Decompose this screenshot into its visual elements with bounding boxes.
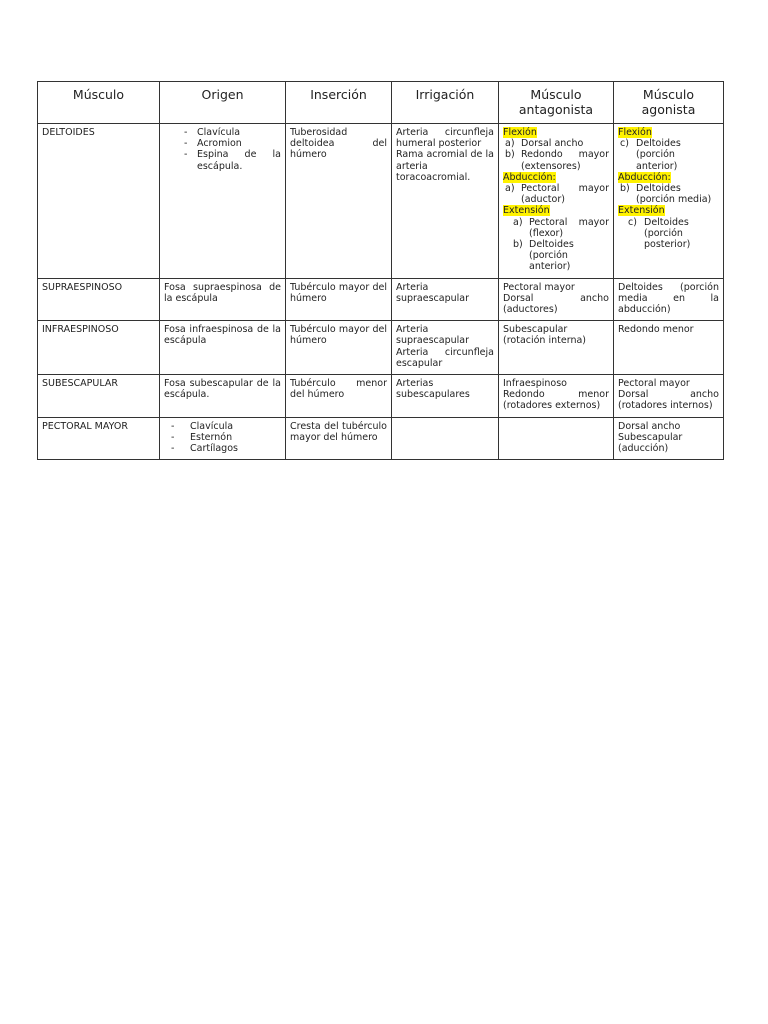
list-item	[618, 183, 719, 205]
antagonist-abduccion-list	[503, 183, 609, 205]
irrigation-cell	[392, 417, 499, 460]
agonist-line: Subescapular (aducción)	[618, 431, 683, 455]
list-item: - Esternón	[164, 432, 281, 443]
header-irrigacion: Irrigación	[392, 82, 499, 124]
origin-cell: Fosa subescapular de la escápula.	[160, 375, 286, 418]
agonist-cell: Deltoides (porción media en la abducción)	[614, 278, 724, 321]
list-item: - Espina de la escápula.	[164, 149, 281, 171]
list-item	[503, 138, 609, 149]
list-item	[503, 217, 609, 239]
agonist-flexion-list	[618, 138, 719, 172]
list-item-text: Deltoides (porción anterior)	[529, 239, 574, 273]
table-row-supraespinoso	[38, 278, 724, 321]
insertion-cell: Tuberosidad deltoidea del húmero	[286, 124, 392, 279]
table-row-subescapular	[38, 375, 724, 418]
insertion-cell: Tubérculo mayor del húmero	[286, 321, 392, 375]
list-item	[503, 183, 609, 205]
list-item: - Acromion	[164, 138, 281, 149]
muscle-name: SUBESCAPULAR	[38, 375, 160, 418]
antagonist-flexion-list	[503, 138, 609, 172]
list-item-text: Deltoides (porción anterior)	[636, 138, 681, 172]
irrigation-line: Arteria circunfleja escapular	[396, 346, 494, 369]
antagonist-cell	[499, 417, 614, 460]
muscle-table	[37, 81, 724, 460]
origin-cell: Fosa supraespinosa de la escápula	[160, 278, 286, 321]
list-item-text: Redondo mayor (extensores)	[521, 149, 609, 172]
antagonist-cell: Subescapular (rotación interna)	[499, 321, 614, 375]
irrigation-cell	[392, 124, 499, 279]
list-item	[503, 239, 609, 273]
list-item	[618, 138, 719, 172]
list-item-text: Pectoral mayor (flexor)	[529, 216, 609, 239]
highlight-abduccion: Abducción:	[618, 171, 671, 183]
agonist-line: Dorsal ancho (rotadores internos)	[618, 389, 719, 412]
highlight-abduccion: Abducción:	[503, 171, 556, 183]
list-item-text: Dorsal ancho	[521, 138, 584, 150]
agonist-cell	[614, 124, 724, 279]
insertion-cell: Tubérculo menor del húmero	[286, 375, 392, 418]
header-origen: Origen	[160, 82, 286, 124]
agonist-abduccion-list	[618, 183, 719, 205]
muscle-name: INFRAESPINOSO	[38, 321, 160, 375]
antagonist-line: Infraespinoso	[503, 378, 567, 390]
antagonist-extension-list	[503, 217, 609, 273]
insertion-cell: Tubérculo mayor del húmero	[286, 278, 392, 321]
list-item-text: Deltoides (porción media)	[636, 183, 712, 206]
list-item-text: Deltoides (porción posterior)	[644, 216, 691, 251]
list-item-text: Pectoral mayor (aductor)	[521, 183, 609, 206]
agonist-line: Dorsal ancho	[618, 420, 681, 432]
highlight-extension: Extensión	[503, 205, 550, 217]
irrigation-line: Arteria supraescapular	[396, 324, 469, 347]
muscle-name: SUPRAESPINOSO	[38, 278, 160, 321]
muscle-name: PECTORAL MAYOR	[38, 417, 160, 460]
irrigation-cell: Arterias subescapulares	[392, 375, 499, 418]
agonist-cell: Redondo menor	[614, 321, 724, 375]
origin-cell	[160, 417, 286, 460]
header-antagonista: Músculo antagonista	[499, 82, 614, 124]
irrigation-line: Arteria circunfleja humeral posterior	[396, 127, 494, 150]
antagonist-cell	[499, 375, 614, 418]
antagonist-line: Dorsal ancho (aductores)	[503, 292, 609, 316]
origin-cell: Fosa infraespinosa de la escápula	[160, 321, 286, 375]
irrigation-line: Rama acromial de la arteria toracoacromial.	[396, 149, 494, 183]
list-item: - Clavícula	[164, 421, 281, 432]
table-row-deltoides	[38, 124, 724, 279]
irrigation-cell: Arteria supraescapular	[392, 278, 499, 321]
header-agonista: Músculo agonista	[614, 82, 724, 124]
agonist-extension-list	[618, 217, 719, 251]
origin-list	[164, 127, 281, 172]
header-insercion: Inserción	[286, 82, 392, 124]
origin-list	[164, 421, 281, 455]
origin-cell	[160, 124, 286, 279]
table-row-infraespinoso	[38, 321, 724, 375]
list-item	[618, 217, 719, 251]
list-item: - Cartílagos	[164, 443, 281, 454]
muscle-name: DELTOIDES	[38, 124, 160, 279]
agonist-cell	[614, 375, 724, 418]
antagonist-line: Pectoral mayor	[503, 281, 575, 293]
insertion-cell: Cresta del tubérculo mayor del húmero	[286, 417, 392, 460]
antagonist-cell	[499, 124, 614, 279]
irrigation-cell	[392, 321, 499, 375]
header-row	[38, 82, 724, 124]
highlight-extension: Extensión	[618, 205, 665, 217]
antagonist-cell	[499, 278, 614, 321]
highlight-flexion: Flexión	[503, 127, 537, 138]
highlight-flexion: Flexión	[618, 127, 652, 138]
list-item	[503, 149, 609, 171]
agonist-line: Pectoral mayor	[618, 378, 690, 390]
antagonist-line: Redondo menor (rotadores externos)	[503, 389, 609, 412]
agonist-cell	[614, 417, 724, 460]
list-item: - Clavícula	[164, 127, 281, 138]
header-musculo: Músculo	[38, 82, 160, 124]
table-row-pectoral-mayor	[38, 417, 724, 460]
